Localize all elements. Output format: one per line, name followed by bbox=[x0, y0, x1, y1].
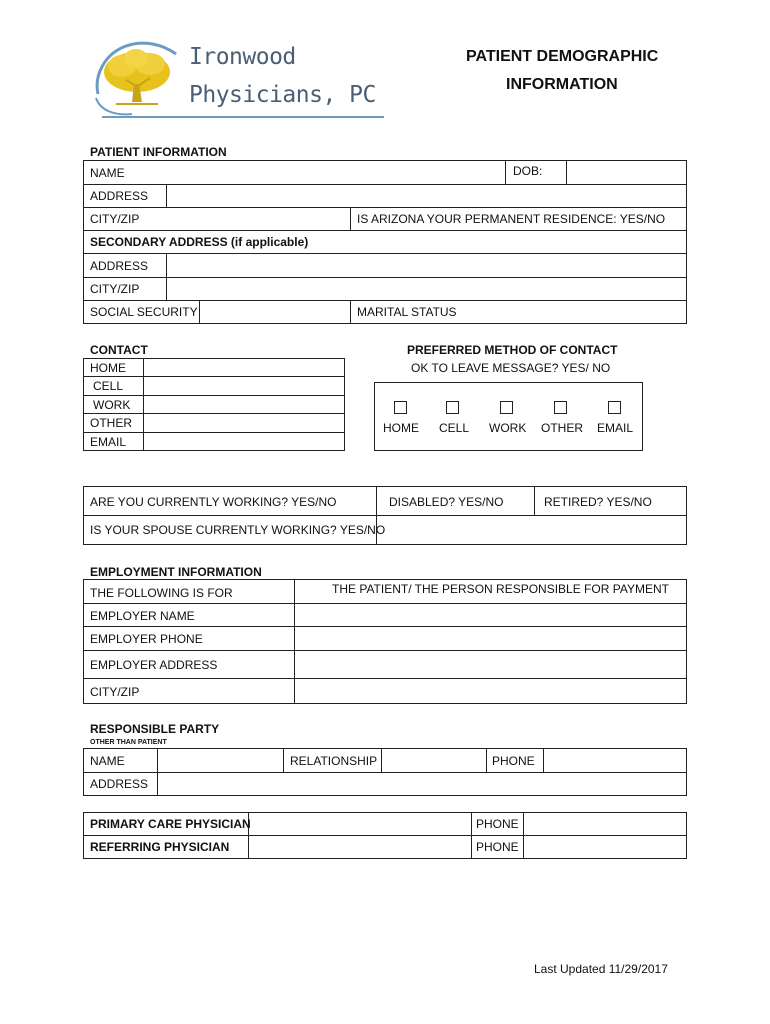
primary-care-physician-label: PRIMARY CARE PHYSICIAN bbox=[90, 817, 251, 831]
preferred-other-label: OTHER bbox=[541, 421, 583, 435]
spouse-working-label[interactable]: IS YOUR SPOUSE CURRENTLY WORKING? YES/NO bbox=[90, 523, 386, 537]
employer-cityzip-label: CITY/ZIP bbox=[90, 685, 140, 699]
responsible-address-field[interactable] bbox=[158, 773, 686, 795]
marital-status-label: MARITAL STATUS bbox=[357, 305, 457, 319]
employment-heading: EMPLOYMENT INFORMATION bbox=[90, 565, 262, 579]
referring-phone-field[interactable] bbox=[524, 836, 686, 858]
preferred-contact-heading: PREFERRED METHOD OF CONTACT bbox=[407, 343, 618, 357]
cityzip-field[interactable] bbox=[166, 208, 349, 229]
logo-name-line2: Physicians, PC bbox=[189, 82, 376, 108]
disabled-label[interactable]: DISABLED? YES/NO bbox=[389, 495, 504, 509]
responsible-party-heading: RESPONSIBLE PARTY bbox=[90, 722, 220, 736]
preferred-home-label: HOME bbox=[383, 421, 419, 435]
responsible-relationship-label: RELATIONSHIP bbox=[290, 754, 378, 768]
referring-physician-field[interactable] bbox=[249, 836, 471, 858]
form-title-line1: PATIENT DEMOGRAPHIC bbox=[466, 48, 659, 65]
address2-field[interactable] bbox=[167, 254, 686, 276]
preferred-contact-box bbox=[374, 382, 643, 451]
preferred-cell-checkbox[interactable] bbox=[446, 401, 459, 414]
marital-status-field[interactable] bbox=[465, 301, 686, 323]
name-field[interactable] bbox=[166, 161, 504, 183]
address-field[interactable] bbox=[167, 185, 686, 206]
contact-other-label: OTHER bbox=[90, 416, 132, 430]
responsible-relationship-field[interactable] bbox=[382, 749, 486, 772]
cityzip-label: CITY/ZIP bbox=[90, 212, 140, 226]
dob-field[interactable] bbox=[567, 161, 686, 183]
name-label: NAME bbox=[90, 166, 125, 180]
employer-name-label: EMPLOYER NAME bbox=[90, 609, 195, 623]
secondary-address-heading: SECONDARY ADDRESS (if applicable) bbox=[90, 235, 309, 249]
ssn-label: SOCIAL SECURITY bbox=[90, 305, 198, 319]
last-updated: Last Updated 11/29/2017 bbox=[534, 962, 668, 976]
retired-label[interactable]: RETIRED? YES/NO bbox=[544, 495, 652, 509]
preferred-email-checkbox[interactable] bbox=[608, 401, 621, 414]
responsible-address-label: ADDRESS bbox=[90, 777, 149, 791]
primary-phone-label: PHONE bbox=[476, 817, 519, 831]
contact-work-field[interactable] bbox=[144, 396, 344, 413]
logo-underline bbox=[102, 116, 384, 118]
responsible-name-field[interactable] bbox=[158, 749, 283, 772]
employer-address-field[interactable] bbox=[295, 651, 686, 678]
employer-phone-label: EMPLOYER PHONE bbox=[90, 632, 203, 646]
ssn-field[interactable] bbox=[200, 301, 349, 323]
responsible-phone-field[interactable] bbox=[544, 749, 686, 772]
following-is-for-options[interactable]: THE PATIENT/ THE PERSON RESPONSIBLE FOR PAYMENT bbox=[332, 582, 669, 596]
spouse-working-field[interactable] bbox=[377, 516, 686, 544]
contact-email-label: EMAIL bbox=[90, 435, 127, 449]
contact-work-label: WORK bbox=[93, 398, 131, 412]
contact-cell-field[interactable] bbox=[144, 377, 344, 395]
currently-working-label[interactable]: ARE YOU CURRENTLY WORKING? YES/NO bbox=[90, 495, 337, 509]
preferred-cell-label: CELL bbox=[439, 421, 470, 435]
preferred-work-checkbox[interactable] bbox=[500, 401, 513, 414]
cityzip2-label: CITY/ZIP bbox=[90, 282, 140, 296]
referring-phone-label: PHONE bbox=[476, 840, 519, 854]
responsible-party-subheading: OTHER THAN PATIENT bbox=[90, 739, 167, 746]
employer-address-label: EMPLOYER ADDRESS bbox=[90, 658, 218, 672]
patient-info-heading: PATIENT INFORMATION bbox=[90, 145, 227, 159]
referring-physician-label: REFERRING PHYSICIAN bbox=[90, 840, 230, 854]
logo bbox=[92, 36, 392, 126]
primary-phone-field[interactable] bbox=[524, 813, 686, 835]
form-title-line2: INFORMATION bbox=[506, 76, 618, 93]
logo-name-line1: Ironwood bbox=[189, 44, 296, 70]
address2-label: ADDRESS bbox=[90, 259, 149, 273]
primary-care-physician-field[interactable] bbox=[249, 813, 471, 835]
preferred-home-checkbox[interactable] bbox=[394, 401, 407, 414]
contact-email-field[interactable] bbox=[144, 433, 344, 450]
employer-cityzip-field[interactable] bbox=[295, 679, 686, 703]
responsible-phone-label: PHONE bbox=[492, 754, 535, 768]
contact-heading: CONTACT bbox=[90, 343, 148, 357]
preferred-work-label: WORK bbox=[489, 421, 527, 435]
preferred-email-label: EMAIL bbox=[597, 421, 634, 435]
cityzip2-field[interactable] bbox=[167, 278, 686, 299]
arizona-residence-label[interactable]: IS ARIZONA YOUR PERMANENT RESIDENCE: YES/NO bbox=[357, 212, 666, 226]
dob-label: DOB: bbox=[513, 164, 543, 178]
employer-phone-field[interactable] bbox=[295, 627, 686, 650]
address-label: ADDRESS bbox=[90, 189, 149, 203]
contact-other-field[interactable] bbox=[144, 414, 344, 432]
contact-home-label: HOME bbox=[90, 361, 126, 375]
employer-name-field[interactable] bbox=[295, 604, 686, 626]
contact-cell-label: CELL bbox=[93, 379, 124, 393]
following-is-for-label: THE FOLLOWING IS FOR bbox=[90, 586, 233, 600]
leave-message-label[interactable]: OK TO LEAVE MESSAGE? YES/ NO bbox=[411, 361, 611, 375]
responsible-name-label: NAME bbox=[90, 754, 125, 768]
preferred-other-checkbox[interactable] bbox=[554, 401, 567, 414]
tree-logo-icon bbox=[92, 36, 182, 118]
contact-home-field[interactable] bbox=[144, 359, 344, 376]
